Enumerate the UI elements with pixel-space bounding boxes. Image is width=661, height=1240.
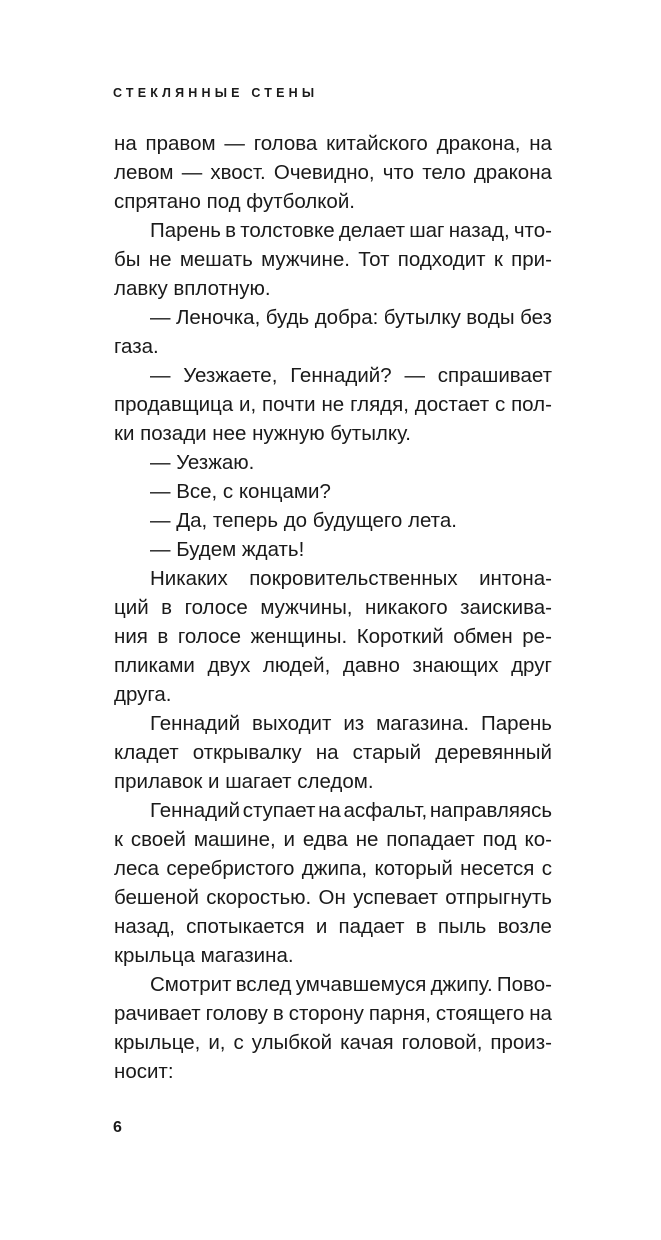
- text-line: бешеной скоростью. Он успевает отпрыгнуть: [114, 886, 552, 909]
- text-line: крыльце, и, с улыбкой качая головой, произ-: [114, 1031, 552, 1054]
- text-line: Геннадий ступает на асфальт, направляясь: [150, 799, 552, 822]
- text-line: кладет открывалку на старый деревянный: [114, 741, 552, 764]
- text-line: — Будем ждать!: [150, 538, 305, 561]
- text-line: Смотрит вслед умчавшемуся джипу. Пово-: [150, 973, 552, 996]
- text-line: прилавок и шагает следом.: [114, 770, 374, 793]
- text-line: левом — хвост. Очевидно, что тело дракона: [114, 161, 552, 184]
- text-line: рачивает голову в сторону парня, стоящего на: [114, 1002, 552, 1025]
- text-line: к своей машине, и едва не попадает под ко-: [114, 828, 552, 851]
- text-line: Парень в толстовке делает шаг назад, что-: [150, 219, 552, 242]
- text-line: — Леночка, будь добра: бутылку воды без: [150, 306, 552, 329]
- text-line: друга.: [114, 683, 172, 706]
- text-line: на правом — голова китайского дракона, на: [114, 132, 552, 155]
- text-line: — Уезжаю.: [150, 451, 255, 474]
- running-header: СТЕКЛЯННЫЕ СТЕНЫ: [113, 86, 319, 100]
- text-line: — Да, теперь до будущего лета.: [150, 509, 457, 532]
- text-line: ки позади нее нужную бутылку.: [114, 422, 411, 445]
- text-line: носит:: [114, 1060, 174, 1083]
- text-line: леса серебристого джипа, который несется с: [114, 857, 552, 880]
- page-number: 6: [113, 1119, 122, 1136]
- text-line: Никаких покровительственных интона-: [150, 567, 552, 590]
- text-line: спрятано под футболкой.: [114, 190, 355, 213]
- text-line: ций в голосе мужчины, никакого заискива-: [114, 596, 552, 619]
- body-text: [114, 129, 552, 1086]
- text-line: крыльца магазина.: [114, 944, 294, 967]
- text-line: газа.: [114, 335, 159, 358]
- text-line: пликами двух людей, давно знающих друг: [114, 654, 552, 677]
- text-line: — Все, с концами?: [150, 480, 331, 503]
- text-line: Геннадий выходит из магазина. Парень: [150, 712, 552, 735]
- text-line: ния в голосе женщины. Короткий обмен ре-: [114, 625, 552, 648]
- text-line: бы не мешать мужчине. Тот подходит к при-: [114, 248, 552, 271]
- text-line: — Уезжаете, Геннадий? — спрашивает: [150, 364, 552, 387]
- text-line: назад, спотыкается и падает в пыль возле: [114, 915, 552, 938]
- text-line: лавку вплотную.: [114, 277, 271, 300]
- text-line: продавщица и, почти не глядя, достает с пол-: [114, 393, 552, 416]
